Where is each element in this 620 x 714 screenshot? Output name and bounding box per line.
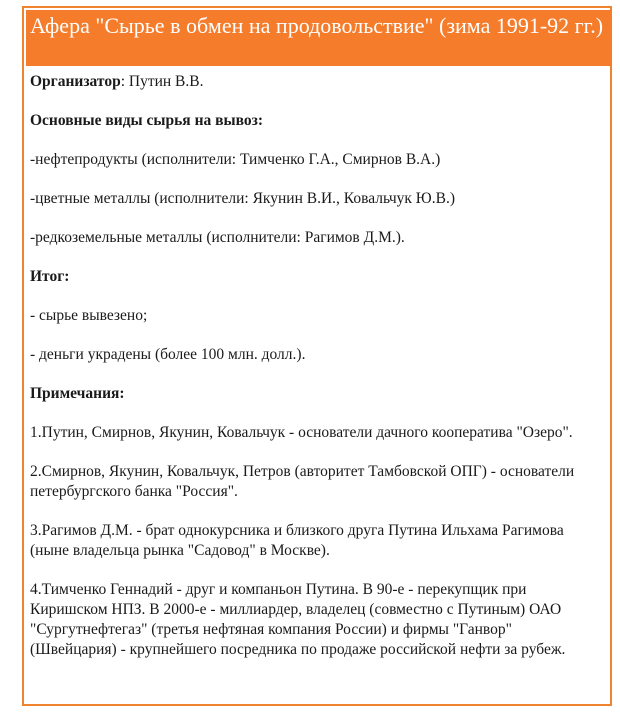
document-body [30, 68, 602, 660]
result-heading: Итог: [30, 268, 70, 285]
note-item: 2.Смирнов, Якунин, Ковальчук, Петров (авторитет Тамбовской ОПГ) - основатели петербургского банка "Россия". [30, 463, 575, 500]
note-item: 1.Путин, Смирнов, Якунин, Ковальчук - основатели дачного кооператива "Озеро". [30, 424, 573, 441]
result-item: - деньги украдены (более 100 млн. долл.). [30, 346, 306, 363]
document-title: Афера "Сырье в обмен на продовольствие" (зима 1991-92 гг.) [26, 10, 612, 66]
note-item: 3.Рагимов Д.М. - брат однокурсника и близкого друга Путина Ильхама Рагимова (ныне владельца рынка "Садовод" в Москве). [30, 522, 564, 559]
notes-heading: Примечания: [30, 385, 125, 402]
raw-material-item: -редкоземельные металлы (исполнители: Рагимов Д.М.). [30, 229, 405, 246]
organizer-label: Организатор [30, 73, 121, 90]
raw-material-item: -нефтепродукты (исполнители: Тимченко Г.А., Смирнов В.А.) [30, 151, 441, 168]
organizer-line [30, 72, 602, 92]
note-item: 4.Тимченко Геннадий - друг и компаньон Путина. В 90-е - перекупщик при Киришском НПЗ. В 2000-е - миллиардер, владелец (совместно с Путиным) ОАО "Сургутнефтегаз" (третья нефтяная компания России) и фирмы "Ганвор" (Швейцария) - крупнейшего посредника по продаже российской нефти за рубеж. [30, 581, 566, 658]
raw-materials-heading: Основные виды сырья на вывоз: [30, 112, 263, 129]
result-item: - сырье вывезено; [30, 307, 148, 324]
raw-material-item: -цветные металлы (исполнители: Якунин В.И., Ковальчук Ю.В.) [30, 190, 455, 207]
organizer-value: : Путин В.В. [120, 73, 204, 90]
